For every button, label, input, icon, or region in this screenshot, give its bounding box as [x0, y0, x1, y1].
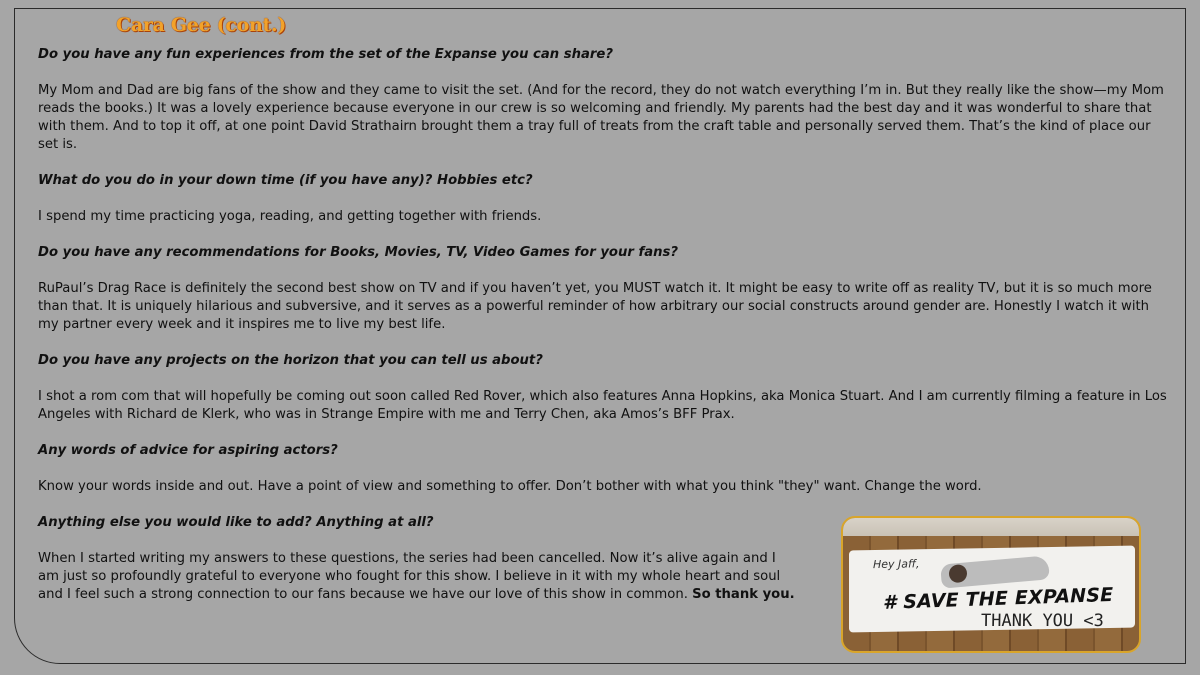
answer: My Mom and Dad are big fans of the show and they came to visit the set. (And for the record, they do not watch everything I’m in. But they really like the show—my Mom reads the books.) It was a lovely experience because everyone in our crew is so welcoming and friendly. My parents had the best day and it was wonderful to share that with them. And to top it off, at one point David Strathairn brought them a tray full of treats from the craft table and personally served them. That’s the kind of place our set is. — [38, 83, 1164, 152]
question: Any words of advice for aspiring actors? — [38, 443, 338, 458]
title-banner — [108, 10, 294, 40]
question: Do you have any recommendations for Books, Movies, TV, Video Games for your fans? — [38, 245, 678, 260]
question: Anything else you would like to add? Anything at all? — [38, 515, 434, 530]
answer-text: When I started writing my answers to these questions, the series had been cancelled. Now it’s alive again and I am just so profoundly grateful to everyone who fought for this show. I believe in it with my whole heart and soul and I feel such a strong connection to our fans because we have our love of this show in common. — [38, 551, 781, 602]
page-title: Cara Gee (cont.) — [116, 14, 287, 36]
banner-sheet — [849, 546, 1135, 633]
answer: Know your words inside and out. Have a point of view and something to offer. Don’t bother with what you think "they" want. Change the word. — [38, 479, 982, 494]
answer: I spend my time practicing yoga, reading, and getting together with friends. — [38, 209, 542, 224]
sign-hashtag: # SAVE THE EXPANSE — [882, 583, 1114, 614]
answer-bold-closing: So thank you. — [692, 587, 795, 602]
answer-final — [38, 550, 798, 604]
answer: RuPaul’s Drag Race is definitely the second best show on TV and if you haven’t yet, you MUST watch it. It might be easy to write off as reality TV, but it is so much more than that. It is uniquely hilarious and subversive, and it serves as a powerful reminder of how arbitrary our social constructs around gender are. Honestly I watch it with my partner every week and it inspires me to live my best life. — [38, 281, 1152, 332]
photo-wall — [843, 518, 1139, 536]
question: Do you have any projects on the horizon that you can tell us about? — [38, 353, 543, 368]
question: Do you have any fun experiences from the set of the Expanse you can share? — [38, 47, 613, 62]
save-the-expanse-photo — [841, 516, 1141, 653]
question: What do you do in your down time (if you have any)? Hobbies etc? — [38, 173, 533, 188]
answer: I shot a rom com that will hopefully be coming out soon called Red Rover, which also features Anna Hopkins, aka Monica Stuart. And I am currently filming a feature in Los Angeles with Richard de Klerk, who was in Strange Empire with me and Terry Chen, aka Amos’s BFF Prax. — [38, 389, 1167, 422]
sign-greeting: Hey Jaff, — [873, 557, 920, 572]
sign-thanks: THANK YOU <3 — [980, 611, 1104, 632]
